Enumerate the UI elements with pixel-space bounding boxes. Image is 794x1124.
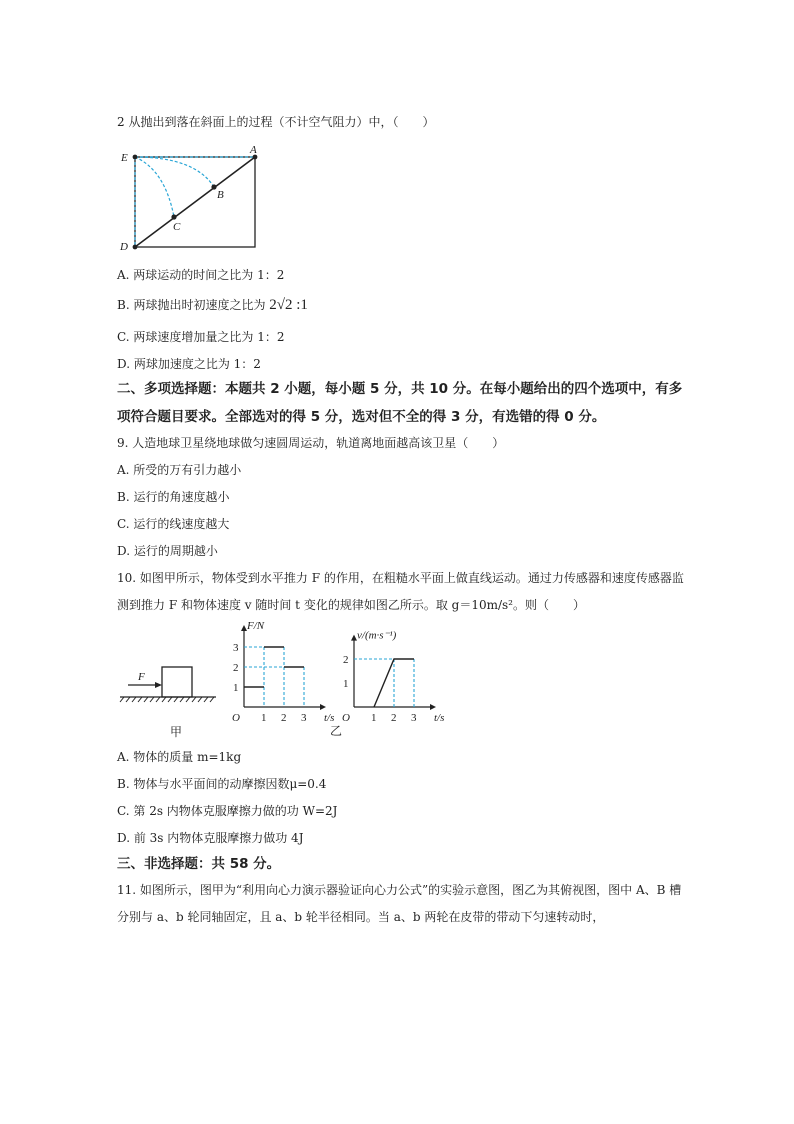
- section2-heading-line2: 项符合题目要求。全部选对的得 5 分，选对但不全的得 3 分，有选错的得 0 分。: [117, 409, 606, 425]
- trajectory-to-b: [135, 157, 214, 187]
- x-tick-label: 2: [281, 712, 287, 724]
- q10-stem-line2: 测到推力 F 和物体速度 v 随时间 t 变化的规律如图乙所示。取 g＝10m/s²。则（ ）: [117, 598, 585, 612]
- y-axis-label: F/N: [247, 620, 265, 632]
- q10-option-c[interactable]: C. 第 2s 内物体克服摩擦力做的功 W=2J: [117, 804, 338, 818]
- x-tick-label: 3: [301, 712, 307, 724]
- fig-jia-caption: 甲: [170, 725, 183, 739]
- block: [162, 667, 192, 697]
- trajectory-to-c: [135, 157, 174, 217]
- block-figure: [118, 660, 228, 740]
- label-b: B: [217, 189, 224, 201]
- q9-option-d[interactable]: D. 运行的周期越小: [117, 544, 218, 558]
- q8-option-d[interactable]: D. 两球加速度之比为 1：2: [117, 357, 261, 371]
- y-tick-label: 3: [233, 642, 239, 654]
- ground-hatch: [120, 697, 214, 702]
- q9-option-c[interactable]: C. 运行的线速度越大: [117, 517, 230, 531]
- y-tick-label: 2: [233, 662, 239, 674]
- x-axis-label: t/s: [434, 712, 445, 724]
- y-tick-label: 2: [343, 654, 349, 666]
- q9-option-a[interactable]: A. 所受的万有引力越小: [117, 463, 242, 477]
- q8-option-b-math: 2√2 :1: [269, 297, 308, 313]
- f-t-chart: [226, 620, 336, 730]
- q8-option-b-text: B. 两球抛出时初速度之比为: [117, 298, 270, 312]
- point-d: [133, 245, 138, 250]
- q8-option-c[interactable]: C. 两球速度增加量之比为 1：2: [117, 330, 285, 344]
- q9-option-b[interactable]: B. 运行的角速度越小: [117, 490, 230, 504]
- q10-stem-line1: 10. 如图甲所示，物体受到水平推力 F 的作用，在粗糙水平面上做直线运动。通过力传感器和速度传感器监: [117, 571, 684, 585]
- q10-option-b[interactable]: B. 物体与水平面间的动摩擦因数μ=0.4: [117, 777, 327, 791]
- q8-option-a[interactable]: A. 两球运动的时间之比为 1：2: [117, 268, 285, 282]
- x-tick-label: 1: [371, 712, 377, 724]
- y-tick-label: 1: [343, 678, 349, 690]
- q11-stem-line1: 11. 如图所示，图甲为“利用向心力演示器验证向心力公式”的实验示意图，图乙为其俯视图，图中 A、B 槽: [117, 883, 682, 897]
- label-d: D: [120, 241, 128, 253]
- incline-figure: [110, 140, 270, 260]
- x-tick-label: 1: [261, 712, 267, 724]
- section3-heading: 三、非选择题：共 58 分。: [117, 856, 281, 872]
- label-a: A: [250, 144, 257, 156]
- x-axis-label: t/s: [324, 712, 335, 724]
- x-axis-arrow: [430, 704, 436, 710]
- x-tick-label: 3: [411, 712, 417, 724]
- x-axis-arrow: [320, 704, 326, 710]
- origin-label: O: [342, 712, 350, 724]
- y-axis-label: v/(m·s⁻¹): [357, 629, 397, 642]
- point-b: [211, 184, 216, 189]
- origin-label: O: [232, 712, 240, 724]
- q9-stem: 9. 人造地球卫星绕地球做匀速圆周运动，轨道离地面越高该卫星（ ）: [117, 436, 505, 450]
- label-e: E: [121, 152, 128, 164]
- q11-stem-line2: 分别与 a、b 轮同轴固定，且 a、b 轮半径相同。当 a、b 两轮在皮带的带动下匀速转动时，: [117, 910, 605, 924]
- force-label: F: [138, 671, 145, 683]
- section2-heading-line1: 二、多项选择题：本题共 2 小题，每小题 5 分，共 10 分。在每小题给出的四个选项中，有多: [117, 381, 683, 397]
- q10-option-d[interactable]: D. 前 3s 内物体克服摩擦力做功 4J: [117, 831, 304, 845]
- q8-stem: 2 从抛出到落在斜面上的过程（不计空气阻力）中，（ ）: [117, 115, 435, 129]
- label-c: C: [173, 221, 181, 233]
- v-t-chart: [336, 620, 446, 730]
- fig-yi-caption: 乙: [330, 724, 343, 738]
- force-arrow-head: [155, 682, 162, 688]
- point-e: [133, 155, 138, 160]
- point-c: [171, 214, 176, 219]
- q10-option-a[interactable]: A. 物体的质量 m=1kg: [117, 750, 242, 764]
- q8-option-b[interactable]: [117, 297, 308, 313]
- x-tick-label: 2: [391, 712, 397, 724]
- y-tick-label: 1: [233, 682, 239, 694]
